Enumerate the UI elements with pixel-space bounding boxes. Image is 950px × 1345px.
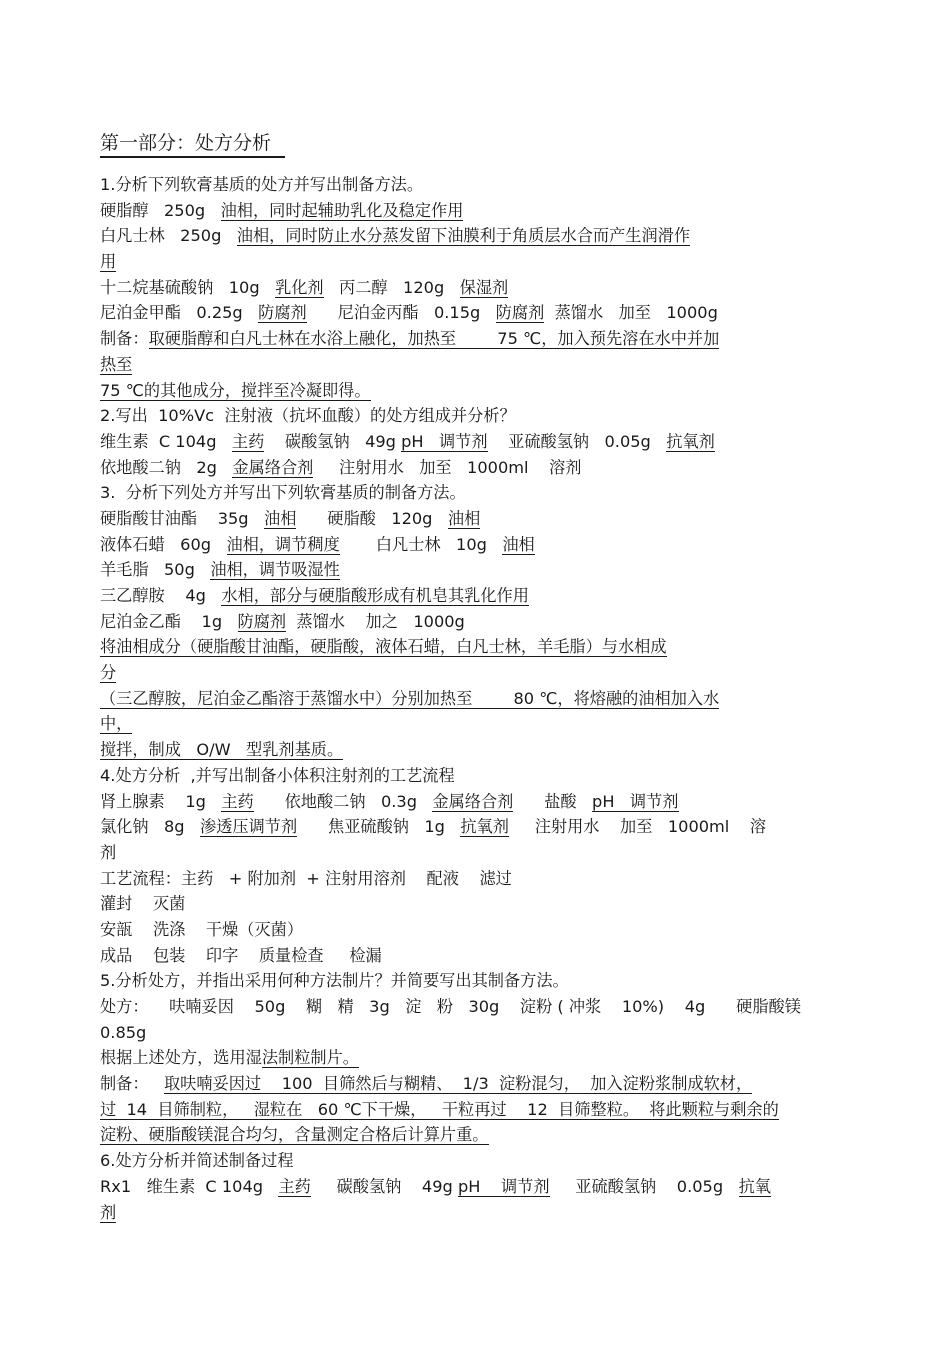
underlined-answer: 防腐剂 xyxy=(258,303,307,323)
text-segment: 盐酸 xyxy=(513,791,593,811)
text-segment: 6.处方分析并简述制备过程 xyxy=(100,1151,294,1171)
text-line xyxy=(100,711,835,737)
underlined-answer: 油相 xyxy=(447,508,481,528)
text-segment: 依地酸二钠 2g xyxy=(100,457,233,477)
underlined-answer: 剂 xyxy=(100,1202,117,1222)
underlined-answer: 过 14 目筛制粒， 湿粒在 60 ℃下干燥， 干粒再过 12 目筛整粒。 将此颗粒与剩余的 xyxy=(100,1099,779,1119)
text-segment: 硬脂酸 120g xyxy=(296,508,448,528)
text-line xyxy=(100,352,835,378)
text-line xyxy=(100,789,835,815)
underlined-answer: 热至 xyxy=(100,354,133,374)
text-segment: 蒸馏水 加至 1000g xyxy=(544,303,718,323)
text-segment: 丙二醇 120g xyxy=(323,277,460,297)
text-segment: 剂 xyxy=(100,842,117,862)
text-line xyxy=(100,1045,835,1071)
text-segment: 4.处方分析 ,并写出制备小体积注射剂的工艺流程 xyxy=(100,765,455,785)
text-segment: 注射用水 加至 1000ml 溶 xyxy=(508,817,767,837)
text-segment: 亚硫酸氢钠 0.05g xyxy=(549,1176,739,1196)
text-line xyxy=(100,300,835,326)
underlined-answer: 取硬脂醇和白凡士林在水浴上融化，加热至 75 ℃，加入预先溶在水中并加 xyxy=(148,329,720,349)
text-line xyxy=(100,994,835,1020)
text-line xyxy=(100,455,835,481)
text-segment: 制备： xyxy=(100,329,149,349)
text-segment: 3. 分析下列处方并写出下列软膏基质的制备方法。 xyxy=(100,483,466,503)
text-segment: 硬脂醇 250g xyxy=(100,200,221,220)
text-segment: 肾上腺素 1g xyxy=(100,791,222,811)
text-line xyxy=(100,506,835,532)
text-line xyxy=(100,634,835,660)
text-segment: 5.分析处方，并指出采用何种方法制片？并简要写出其制备方法。 xyxy=(100,971,569,991)
underlined-answer: 主药 xyxy=(221,791,254,811)
text-line xyxy=(100,1097,835,1123)
text-segment: 白凡士林 10g xyxy=(339,534,503,554)
text-line xyxy=(100,866,835,892)
text-line xyxy=(100,1200,835,1226)
text-segment: 羊毛脂 50g xyxy=(100,560,211,580)
text-line xyxy=(100,1148,835,1174)
underlined-answer: 渗透压调节剂 xyxy=(200,817,298,837)
underlined-answer: 油相 xyxy=(502,534,535,554)
text-segment: 焦亚硫酸钠 1g xyxy=(297,817,461,837)
text-segment: 碳酸氢钠 49g xyxy=(264,431,402,451)
text-segment: 氯化钠 8g xyxy=(100,817,201,837)
text-line xyxy=(100,326,835,352)
text-line xyxy=(100,968,835,994)
text-line xyxy=(100,737,835,763)
text-segment: 1.分析下列软膏基质的处方并写出制备方法。 xyxy=(100,175,424,194)
text-line xyxy=(100,378,835,404)
text-segment: 液体石蜡 60g xyxy=(100,534,227,554)
text-segment: 尼泊金乙酯 1g xyxy=(100,611,238,631)
underlined-answer: 抗氧剂 xyxy=(460,817,509,837)
underlined-answer: 分 xyxy=(100,663,117,683)
underlined-answer: 水相，部分与硬脂酸形成有机皂其乳化作用 xyxy=(221,586,529,605)
text-line xyxy=(100,840,835,866)
text-line xyxy=(100,1122,835,1148)
text-line xyxy=(100,403,835,429)
underlined-answer: 金属络合剂 xyxy=(432,791,514,811)
text-segment: 碳酸氢钠 49g xyxy=(310,1176,458,1196)
text-line xyxy=(100,480,835,506)
text-segment: 注射用水 加至 1000ml 溶剂 xyxy=(313,457,582,477)
underlined-answer: 保湿剂 xyxy=(459,277,509,297)
underlined-answer: 搅拌，制成 O/W 型乳剂基质。 xyxy=(100,740,344,760)
text-segment: 成品 包装 印字 质量检查 检漏 xyxy=(100,945,382,965)
underlined-answer: 75 ℃的其他成分，搅拌至冷凝即得。 xyxy=(100,380,371,400)
underlined-answer: 油相，同时起辅助乳化及稳定作用 xyxy=(220,200,464,220)
text-line xyxy=(100,557,835,583)
underlined-answer: pH 调节剂 xyxy=(401,431,488,451)
underlined-answer: pH 调节剂 xyxy=(592,791,679,811)
text-segment: 亚硫酸氢钠 0.05g xyxy=(487,431,667,451)
text-segment: 白凡士林 250g xyxy=(100,226,237,246)
text-line xyxy=(100,275,835,301)
underlined-answer: 抗氧剂 xyxy=(666,431,715,451)
underlined-answer: 油相，调节稠度 xyxy=(226,534,340,554)
underlined-answer: 抗氧 xyxy=(738,1176,771,1196)
text-line xyxy=(100,1071,835,1097)
text-line xyxy=(100,917,835,943)
text-segment: 硬脂酸甘油酯 35g xyxy=(100,508,265,528)
underlined-answer: （三乙醇胺，尼泊金乙酯溶于蒸馏水中）分别加热至 80 ℃，将熔融的油相加入水 xyxy=(100,688,720,708)
text-segment: 三乙醇胺 4g xyxy=(100,586,222,605)
text-line xyxy=(100,532,835,558)
underlined-answer: 中， xyxy=(100,714,133,734)
underlined-answer: 淀粉、硬脂酸镁混合均匀，含量测定合格后计算片重。 xyxy=(100,1125,489,1145)
text-line xyxy=(100,686,835,712)
text-segment: 尼泊金甲酯 0.25g xyxy=(100,303,259,323)
text-segment: 工艺流程：主药 + 附加剂 + 注射用溶剂 配液 滤过 xyxy=(100,868,512,888)
underlined-answer: 用 xyxy=(100,252,117,272)
text-segment: 十二烷基硫酸钠 10g xyxy=(100,277,276,297)
text-segment: 2.写出 10%Vc 注射液（抗坏血酸）的处方组成并分析？ xyxy=(100,406,516,426)
text-segment: 维生素 C 104g xyxy=(100,431,232,451)
text-segment: 制备： xyxy=(100,1074,164,1094)
underlined-answer: 油相 xyxy=(264,508,297,528)
underlined-answer: 乳化剂 xyxy=(275,277,324,297)
underlined-answer: 将油相成分（硬脂酸甘油酯，硬脂酸，液体石蜡，白凡士林，羊毛脂）与水相成 xyxy=(100,637,667,657)
text-line xyxy=(100,583,835,609)
text-segment: 安瓿 洗涤 干燥（灭菌） xyxy=(100,919,304,939)
section-title: 第一部分：处方分析 xyxy=(100,130,285,158)
text-line xyxy=(100,172,835,198)
underlined-answer: 防腐剂 xyxy=(495,303,545,323)
text-line xyxy=(100,943,835,969)
text-line xyxy=(100,1174,835,1200)
text-segment: 灌封 灭菌 xyxy=(100,894,186,914)
underlined-answer: 法制粒制片。 xyxy=(261,1048,359,1068)
underlined-answer: pH 调节剂 xyxy=(457,1176,550,1196)
text-segment: Rx1 维生素 C 104g xyxy=(100,1176,279,1196)
underlined-answer: 油相，调节吸湿性 xyxy=(210,560,340,580)
text-line xyxy=(100,429,835,455)
underlined-answer: 主药 xyxy=(231,431,265,451)
text-line xyxy=(100,660,835,686)
text-segment: 0.85g xyxy=(100,1022,147,1042)
underlined-answer: 取呋喃妥因过 100 目筛然后与糊精、 1/3 淀粉混匀， 加入淀粉浆制成软材， xyxy=(164,1074,753,1094)
text-line xyxy=(100,223,835,249)
text-line xyxy=(100,198,835,224)
text-line xyxy=(100,814,835,840)
text-segment: 依地酸二钠 0.3g xyxy=(253,791,433,811)
document-body xyxy=(100,172,835,1225)
text-segment: 根据上述处方，选用湿 xyxy=(100,1048,262,1068)
text-line xyxy=(100,1020,835,1046)
text-segment: 处方： 呋喃妥因 50g 糊 精 3g 淀 粉 30g 淀粉 ( 冲浆 10%) 4g 硬脂酸镁 xyxy=(100,997,801,1016)
underlined-answer: 主药 xyxy=(278,1176,311,1196)
underlined-answer: 防腐剂 xyxy=(237,611,287,631)
text-segment: 蒸馏水 加之 1000g xyxy=(286,611,465,631)
underlined-answer: 金属络合剂 xyxy=(232,457,314,477)
text-line xyxy=(100,763,835,789)
text-line xyxy=(100,891,835,917)
text-line xyxy=(100,249,835,275)
text-line xyxy=(100,609,835,635)
underlined-answer: 油相，同时防止水分蒸发留下油膜利于角质层水合而产生润滑作 xyxy=(236,226,691,246)
text-segment: 尼泊金丙酯 0.15g xyxy=(306,303,496,323)
